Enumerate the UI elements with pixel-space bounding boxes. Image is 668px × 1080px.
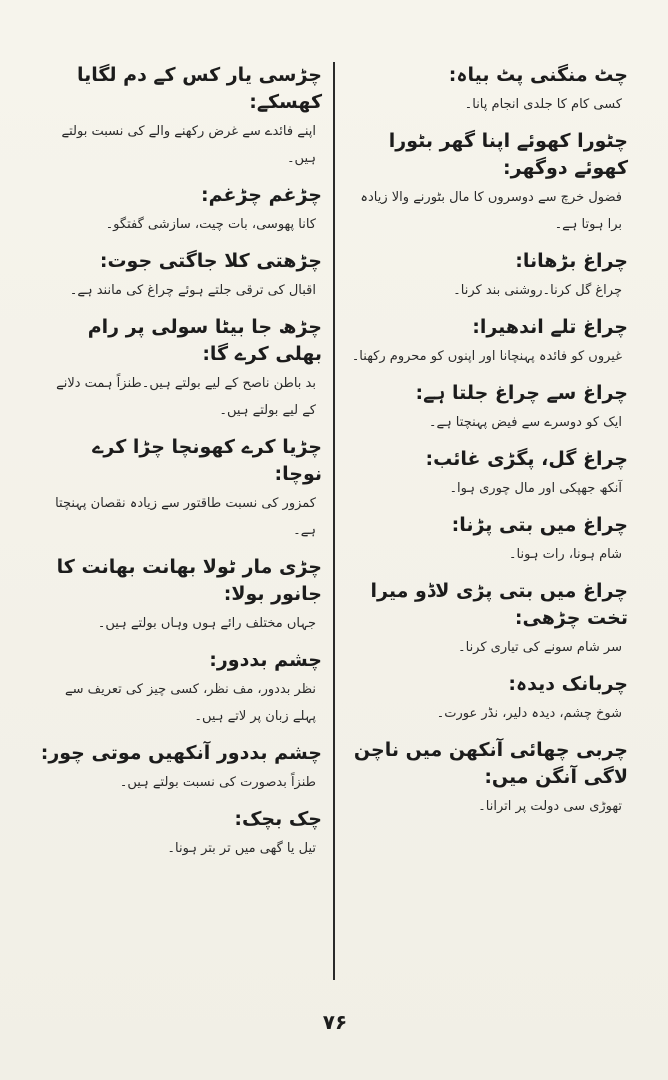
idiom-entry	[40, 248, 322, 304]
idiom-entry	[346, 128, 628, 238]
idiom-headword: چٹورا کھوئے اپنا گھر بٹورا کھوئے دوگھر:	[388, 130, 628, 179]
idiom-headword: چراغ گل، پگڑی غائب:	[425, 448, 628, 470]
idiom-meaning: کمزور کی نسبت طاقتور سے زیادہ نقصان پہنچتا ہے۔	[55, 496, 316, 538]
idiom-headword: چڑغم چڑغم:	[201, 184, 322, 206]
idiom-headword: چڑی مار ٹولا بھانت بھانت کا جانور بولا:	[56, 556, 322, 605]
idiom-headword: چراغ بڑھانا:	[515, 250, 628, 272]
idiom-meaning: نظر بددور، مف نظر، کسی چیز کی تعریف سے پہلے زبان پر لاتے ہیں۔	[65, 682, 316, 724]
idiom-headword: چربی چھائی آنکھن میں ناچن لاگی آنگن میں:	[353, 739, 628, 788]
left-column	[40, 62, 322, 872]
idiom-meaning: چراغ گل کرنا۔روشنی بند کرنا۔	[453, 283, 622, 298]
idiom-headword: چڑھ جا بیٹا سولی پر رام بھلی کرے گا:	[87, 316, 322, 365]
idiom-headword: چراغ میں بتی پڑنا:	[451, 514, 628, 536]
idiom-entry	[346, 578, 628, 661]
idiom-headword: چراغ تلے اندھیرا:	[472, 316, 628, 338]
idiom-entry	[346, 62, 628, 118]
idiom-headword: چشم بددور آنکھیں موتی چور:	[40, 742, 322, 764]
idiom-headword: چٹ منگنی پٹ بیاہ:	[448, 64, 628, 86]
idiom-entry	[346, 380, 628, 436]
idiom-headword: چڑھتی کلا جاگتی جوت:	[99, 250, 322, 272]
right-column	[346, 62, 628, 830]
idiom-meaning: شوخ چشم، دیدہ دلیر، نڈر عورت۔	[436, 706, 622, 721]
idiom-entry	[40, 62, 322, 172]
idiom-meaning: غیروں کو فائدہ پہنچانا اور اپنوں کو محروم رکھنا۔	[351, 349, 622, 364]
idiom-entry	[40, 314, 322, 424]
idiom-entry	[40, 647, 322, 730]
page-number: ۷۶	[322, 1010, 348, 1034]
idiom-meaning: ایک کو دوسرے سے فیض پہنچتا ہے۔	[428, 415, 622, 430]
idiom-entry	[40, 434, 322, 544]
idiom-meaning: اپنے فائدے سے غرض رکھنے والے کی نسبت بولتے ہیں۔	[61, 124, 316, 166]
idiom-meaning: تیل یا گھی میں تر بتر ہونا۔	[167, 841, 316, 856]
idiom-entry	[346, 512, 628, 568]
idiom-entry	[40, 554, 322, 637]
idiom-headword: چک بچک:	[234, 808, 322, 830]
idiom-meaning: تھوڑی سی دولت پر اترانا۔	[478, 799, 622, 814]
idiom-headword: چربانک دیدہ:	[508, 673, 628, 695]
idiom-entry	[346, 737, 628, 820]
idiom-meaning: کانا پھوسی، بات چیت، سازشی گفتگو۔	[105, 217, 316, 232]
idiom-headword: چراغ سے چراغ جلتا ہے:	[415, 382, 628, 404]
idiom-entry	[346, 446, 628, 502]
idiom-meaning: شام ہونا، رات ہونا۔	[508, 547, 622, 562]
idiom-meaning: جہاں مختلف رائے ہوں وہاں بولتے ہیں۔	[97, 616, 316, 631]
idiom-meaning: اقبال کی ترقی جلتے ہوئے چراغ کی مانند ہے۔	[69, 283, 316, 298]
idiom-meaning: کسی کام کا جلدی انجام پانا۔	[464, 97, 622, 112]
idiom-meaning: فضول خرچ سے دوسروں کا مال بٹورنے والا زیادہ برا ہوتا ہے۔	[360, 190, 622, 232]
idiom-entry	[40, 806, 322, 862]
idiom-meaning: آنکھ جھپکی اور مال چوری ہوا۔	[449, 481, 622, 496]
idiom-meaning: سر شام سونے کی تیاری کرنا۔	[457, 640, 622, 655]
idiom-headword: چراغ میں بتی پڑی لاڈو میرا تخت چڑھی:	[370, 580, 628, 629]
idiom-entry	[346, 671, 628, 727]
idiom-meaning: طنزاً بدصورت کی نسبت بولتے ہیں۔	[119, 775, 316, 790]
idiom-headword: چشم بددور:	[209, 649, 322, 671]
idiom-entry	[40, 740, 322, 796]
idiom-entry	[40, 182, 322, 238]
idiom-entry	[346, 248, 628, 304]
idiom-headword: چڑسی یار کس کے دم لگایا کھسکے:	[76, 64, 322, 113]
column-divider	[333, 62, 335, 980]
idiom-meaning: بد باطن ناصح کے لیے بولتے ہیں۔طنزاً ہمت دلانے کے لیے بولتے ہیں۔	[56, 376, 316, 418]
idiom-entry	[346, 314, 628, 370]
idiom-headword: چڑیا کرے کھونچا چڑا کرے نوچا:	[92, 436, 322, 485]
